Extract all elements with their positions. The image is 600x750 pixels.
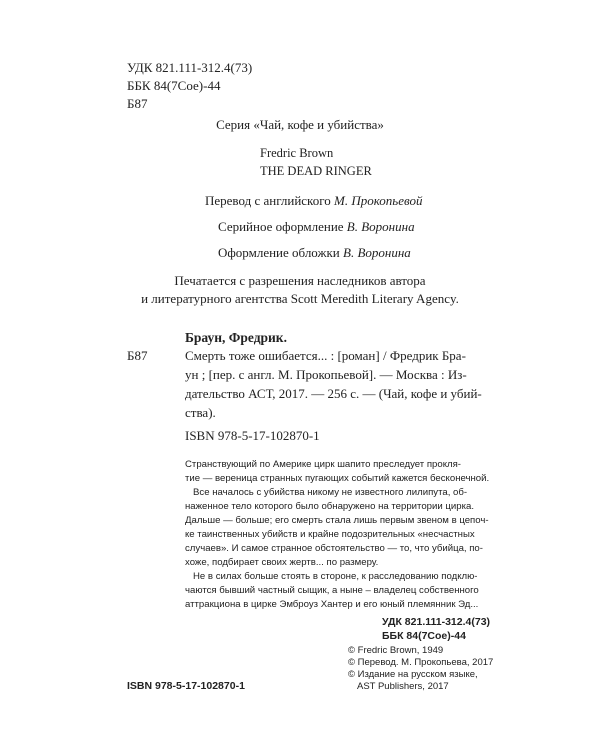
bibliographic-line: ун ; [пер. с англ. М. Прокопьевой]. — Москва : Из-	[185, 367, 467, 382]
bbk-code-top: ББК 84(7Сое)-44	[127, 78, 221, 93]
annotation-line: ке таинственных убийств и крайне подозрительных «несчастных	[185, 529, 475, 540]
author-mark-top: Б87	[127, 96, 148, 111]
footer-isbn: ISBN 978-5-17-102870-1	[127, 680, 245, 692]
permission-line-2: и литературного агентства Scott Meredith Literary Agency.	[141, 291, 459, 306]
series-title: Серия «Чай, кофе и убийства»	[216, 117, 384, 132]
series-designer-name: В. Воронина	[346, 219, 415, 234]
bibliographic-heading: Браун, Фредрик.	[185, 330, 287, 345]
annotation-line: случаев». И самое странное обстоятельство — то, что убийца, по-	[185, 543, 483, 554]
series-design-credit	[218, 219, 415, 235]
bibliographic-mark: Б87	[127, 348, 148, 363]
annotation-line: Не в силах больше стоять в стороне, к расследованию подклю-	[193, 571, 478, 582]
copyright-line: © Издание на русском языке,	[348, 669, 478, 680]
bibliographic-line: ства).	[185, 405, 216, 420]
permission-line-1: Печатается с разрешения наследников автора	[174, 273, 426, 288]
cover-design-credit	[218, 245, 411, 261]
copyright-line: AST Publishers, 2017	[357, 681, 449, 692]
translation-label: Перевод с английского	[205, 193, 334, 208]
annotation-line: Все началось с убийства никому не известного лилипута, об-	[193, 487, 468, 498]
annotation-line: тие — вереница странных пугающих событий кажется бесконечной.	[185, 473, 490, 484]
annotation-line: хоже, подбирает своих жертв... по размеру.	[185, 557, 379, 568]
annotation-line: чаются бывший частный сыщик, а ныне – владелец собственного	[185, 585, 479, 596]
udk-code-top: УДК 821.111-312.4(73)	[127, 60, 253, 75]
copyright-line: © Перевод. М. Прокопьева, 2017	[348, 657, 494, 668]
annotation-line: Странствующий по Америке цирк шапито преследует прокля-	[185, 459, 461, 470]
annotation-line: наженное тело которого было обнаружено на территории цирка.	[185, 501, 474, 512]
original-author: Fredric Brown	[260, 146, 334, 160]
copyright-line: © Fredric Brown, 1949	[348, 645, 444, 656]
cover-designer-name: В. Воронина	[343, 245, 411, 260]
bibliographic-line: Смерть тоже ошибается... : [роман] / Фредрик Бра-	[185, 348, 466, 363]
annotation-line: аттракциона в цирке Эмброуз Хантер и его юный племянник Эд...	[185, 599, 479, 610]
translation-credit	[205, 193, 422, 209]
bibliographic-isbn: ISBN 978-5-17-102870-1	[185, 428, 320, 443]
annotation-bbk: ББК 84(7Сое)-44	[382, 630, 466, 642]
translator-name: М. Прокопьевой	[333, 193, 423, 208]
annotation-line: Дальше — больше; его смерть стала лишь первым звеном в цепоч-	[185, 515, 489, 526]
annotation-udk: УДК 821.111-312.4(73)	[382, 616, 491, 628]
series-design-label: Серийное оформление	[218, 219, 347, 234]
cover-design-label: Оформление обложки	[218, 245, 343, 260]
original-title: THE DEAD RINGER	[260, 164, 372, 178]
bibliographic-line: дательство АСТ, 2017. — 256 с. — (Чай, кофе и убий-	[185, 386, 482, 401]
